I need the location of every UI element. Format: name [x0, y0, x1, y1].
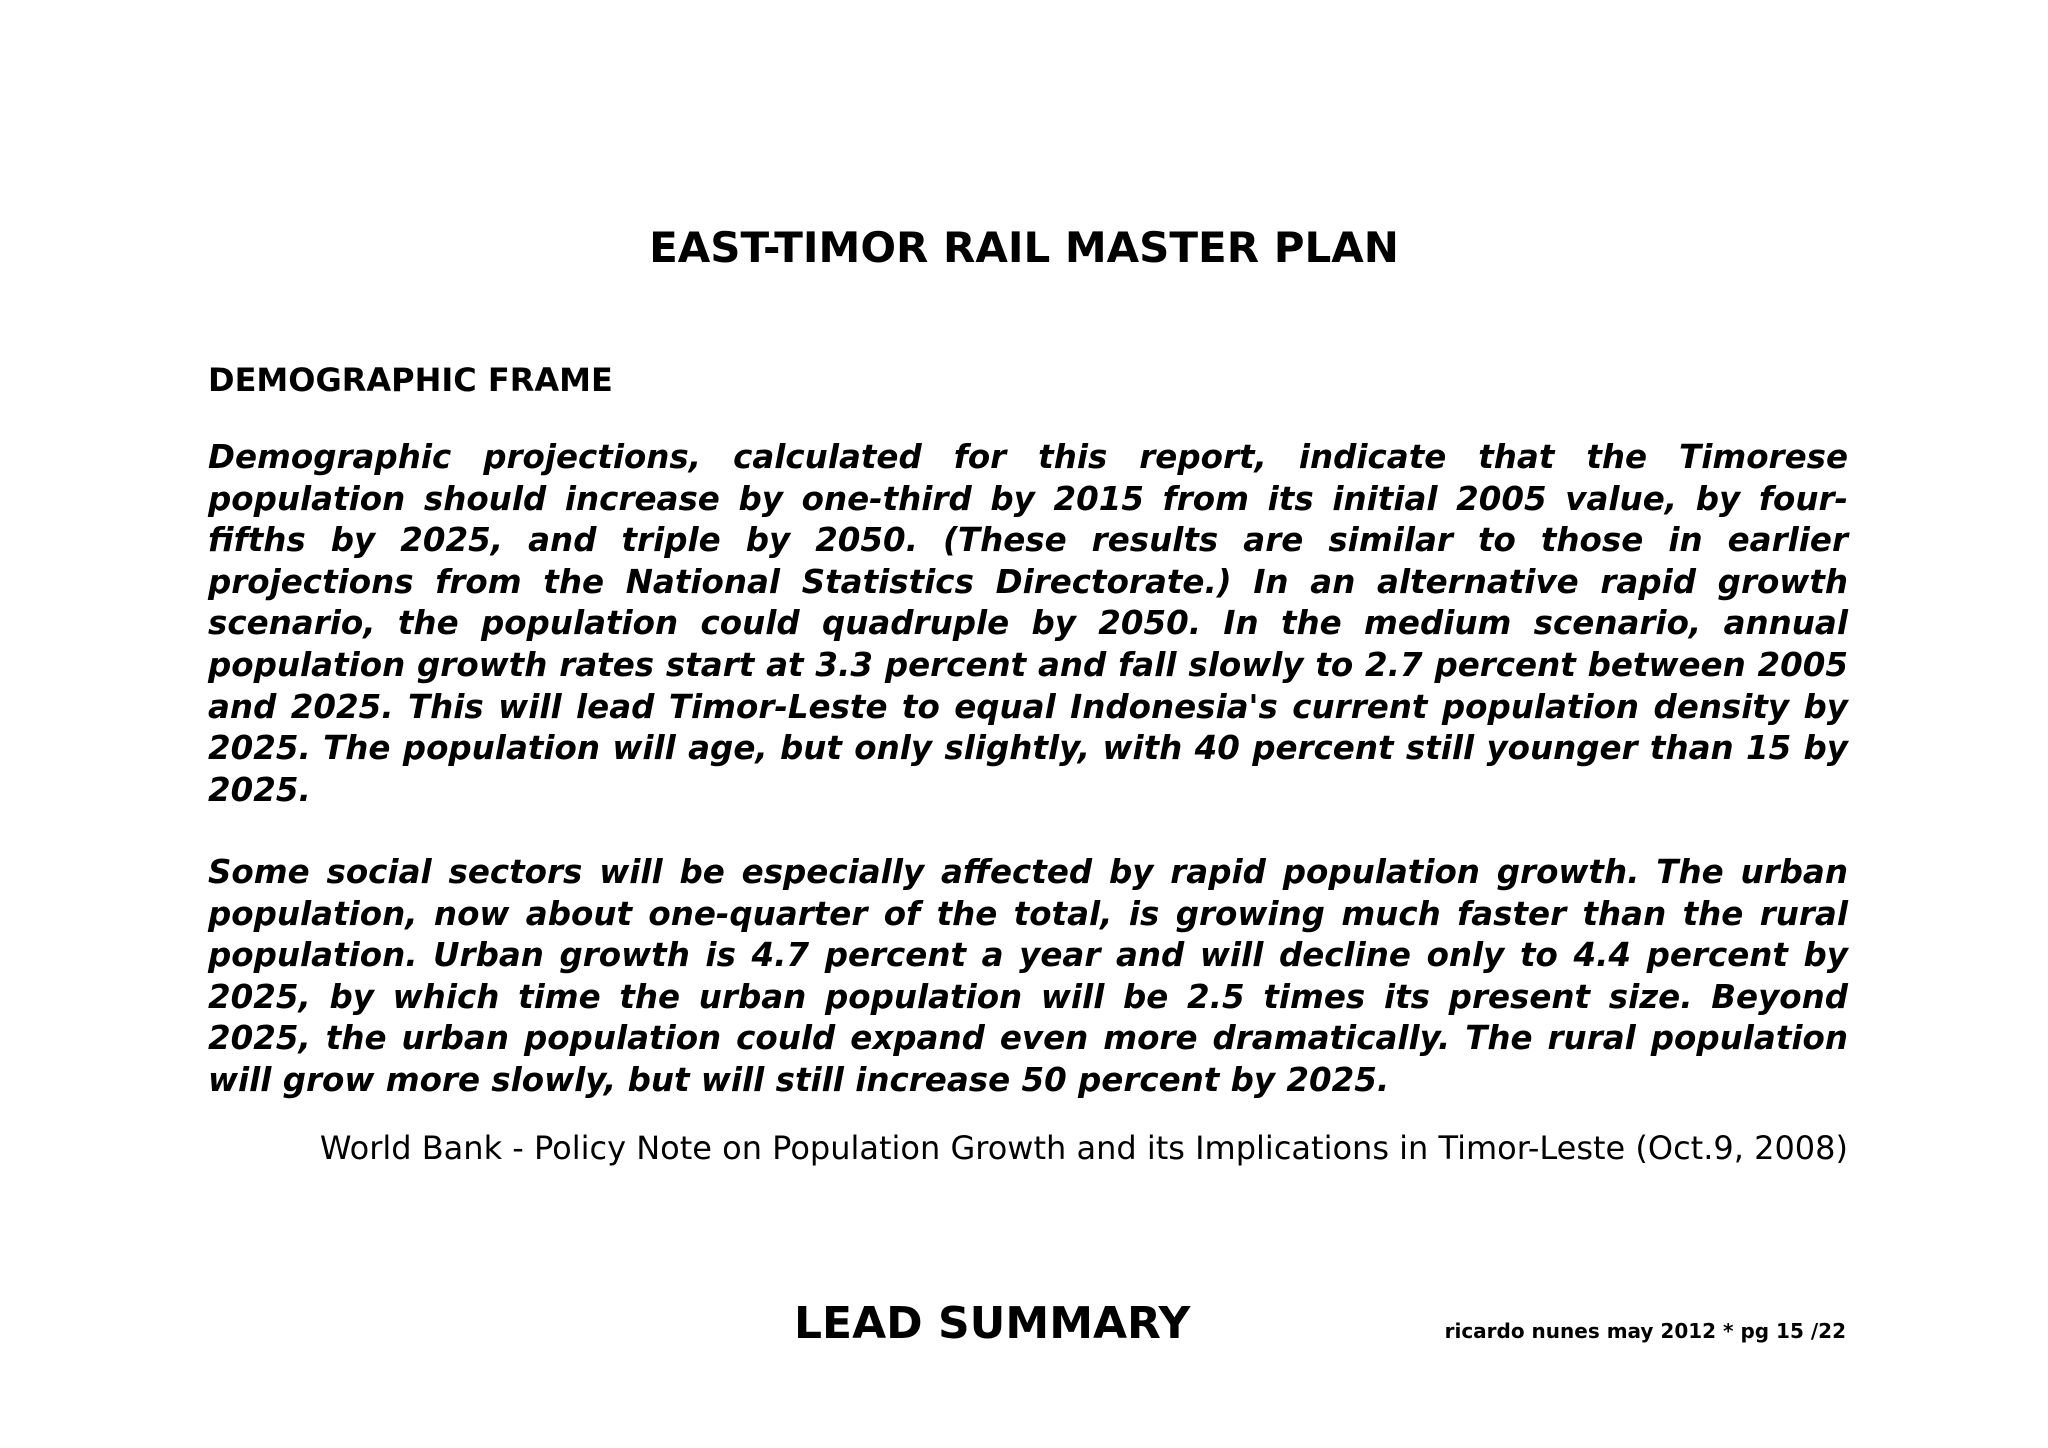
- section-heading: DEMOGRAPHIC FRAME: [208, 361, 613, 399]
- document-title: EAST-TIMOR RAIL MASTER PLAN: [649, 223, 1399, 272]
- paragraph-1: Demographic projections, calculated for this report, indicate that the Timorese population should increase by one-third by 2015 from its initial 2005 value, by four-fifths by 2025, and triple by 2050. (These results are similar to those in earlier projections from the National Statistics Directorate.) In an alternative rapid growth scenario, the population could quadruple by 2050. In the medium scenario, annual population growth rates start at 3.3 percent and fall slowly to 2.7 percent between 2005 and 2025. This will lead Timor-Leste to equal Indonesia's current population density by 2025. The population will age, but only slightly, with 40 percent still younger than 15 by 2025.: [208, 438, 1848, 809]
- page-number-footer: ricardo nunes may 2012 * pg 15 /22: [1444, 1319, 1846, 1343]
- footer-section-label: LEAD SUMMARY: [794, 1298, 1191, 1349]
- paragraph-2: Some social sectors will be especially affected by rapid population growth. The urban population, now about one-quarter of the total, is growing much faster than the rural population. Urban growth is 4.7 percent a year and will decline only to 4.4 percent by 2025, by which time the urban population will be 2.5 times its present size. Beyond 2025, the urban population could expand even more dramatically. The rural population will grow more slowly, but will still increase 50 percent by 2025.: [208, 853, 1848, 1099]
- source-citation: World Bank - Policy Note on Population Growth and its Implications in Timor-Leste (Oct.9, 2008): [319, 1129, 1848, 1167]
